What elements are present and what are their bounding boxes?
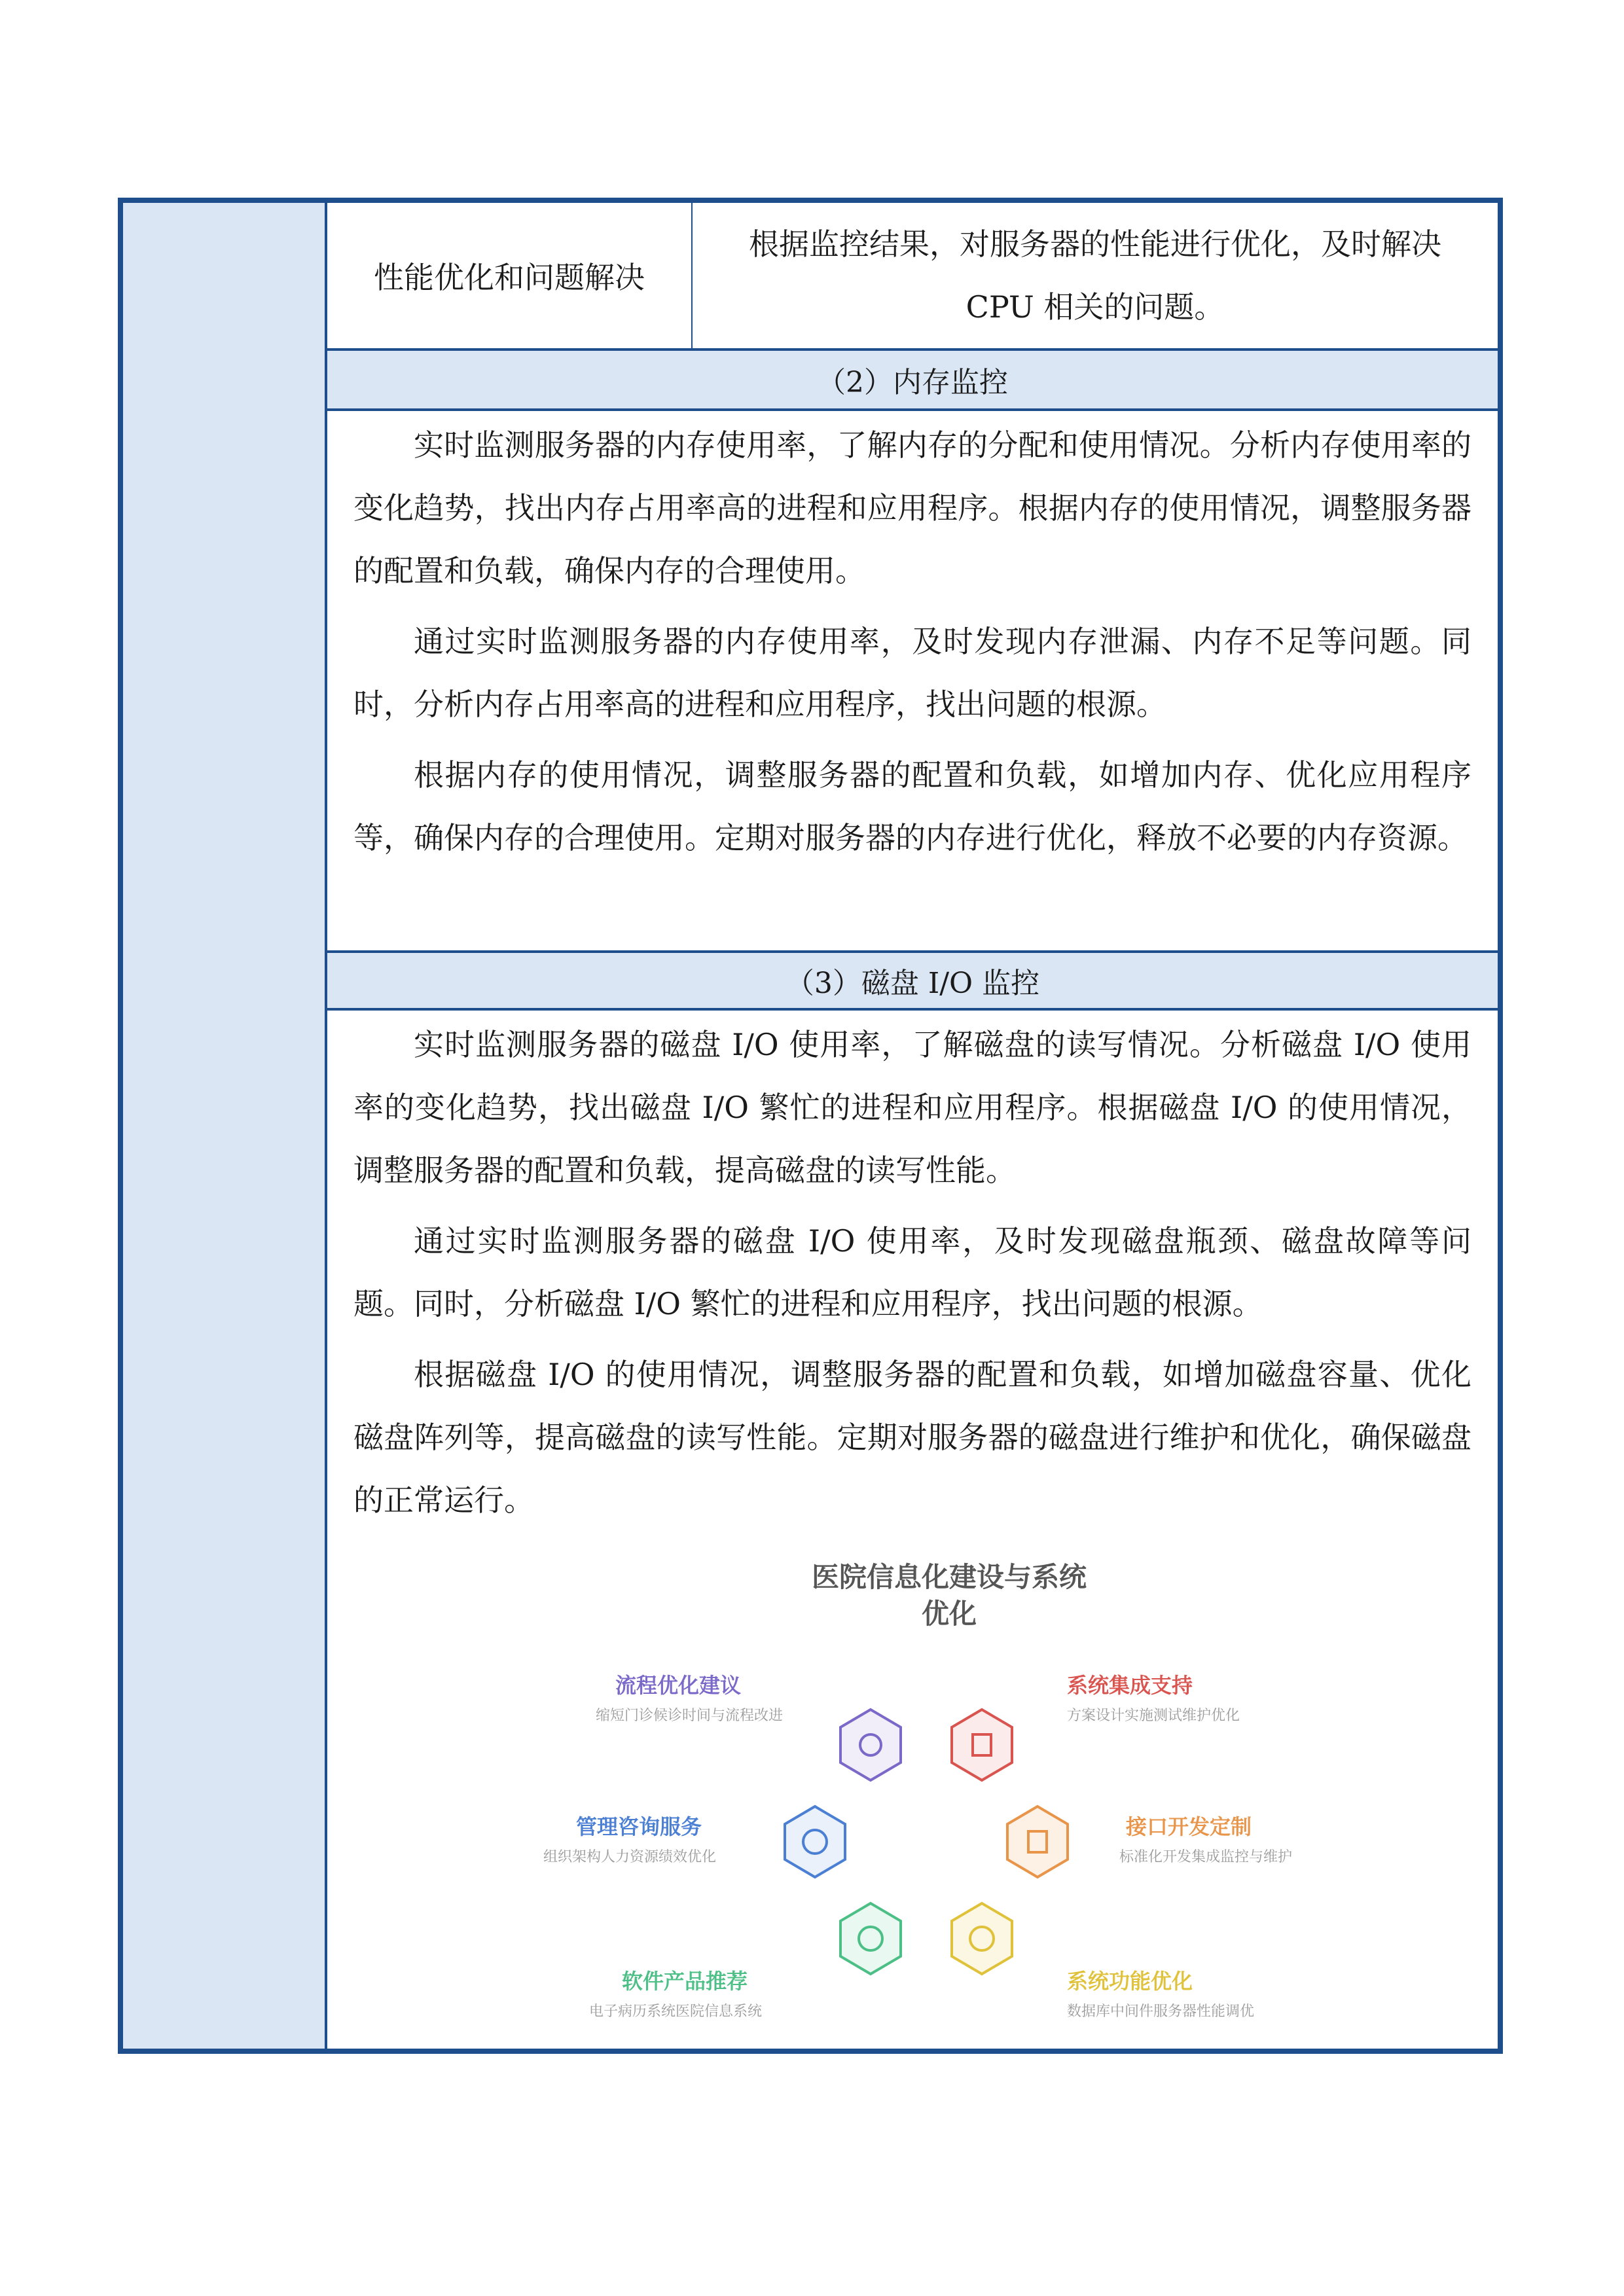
integration-icon [952, 1710, 1012, 1780]
infographic-label: 系统功能优化 [1067, 1969, 1193, 1994]
section-body-memory [353, 414, 1471, 869]
infographic-label: 流程优化建议 [615, 1673, 742, 1698]
software-icon [840, 1903, 901, 1974]
infographic-sublabel: 方案设计实施测试维护优化 [1067, 1708, 1240, 1724]
section-body-disk-io [353, 1013, 1471, 1532]
paragraph: 根据磁盘 I/O 的使用情况，调整服务器的配置和负载，如增加磁盘容量、优化磁盘阵列等，提高磁盘的读写性能。定期对服务器的磁盘进行维护和优化，确保磁盘的正常运行。 [353, 1357, 1471, 1518]
infographic-sublabel: 缩短门诊候诊时间与流程改进 [596, 1708, 784, 1724]
infographic-title-line1: 医院信息化建设与系统 [811, 1561, 1087, 1593]
content-table [118, 198, 1503, 2054]
infographic-sublabel: 数据库中间件服务器性能调优 [1067, 2003, 1255, 2020]
table-row [327, 203, 1498, 351]
infographic [530, 1559, 1368, 2043]
infographic-sublabel: 组织架构人力资源绩效优化 [543, 1849, 717, 1865]
optimize-icon [952, 1903, 1012, 1974]
infographic-label: 系统集成支持 [1067, 1673, 1193, 1698]
left-label-column [123, 203, 327, 2049]
interface-icon [1007, 1806, 1068, 1877]
row-description: 根据监控结果，对服务器的性能进行优化，及时解决CPU 相关的问题。 [749, 226, 1441, 325]
section-heading-memory: （2）内存监控 [327, 351, 1498, 411]
paragraph: 通过实时监测服务器的内存使用率，及时发现内存泄漏、内存不足等问题。同时，分析内存占用率高的进程和应用程序，找出问题的根源。 [353, 624, 1471, 722]
paragraph: 实时监测服务器的内存使用率，了解内存的分配和使用情况。分析内存使用率的变化趋势，找出内存占用率高的进程和应用程序。根据内存的使用情况，调整服务器的配置和负载，确保内存的合理使用。 [353, 427, 1471, 588]
workflow-icon [840, 1710, 901, 1780]
infographic-label: 接口开发定制 [1126, 1814, 1252, 1839]
infographic-label: 软件产品推荐 [622, 1969, 748, 1994]
infographic-sublabel: 电子病历系统医院信息系统 [589, 2003, 763, 2020]
section-heading-disk-io: （3）磁盘 I/O 监控 [327, 950, 1498, 1011]
consulting-icon [785, 1806, 845, 1877]
paragraph: 根据内存的使用情况，调整服务器的配置和负载，如增加内存、优化应用程序等，确保内存的合理使用。定期对服务器的内存进行优化，释放不必要的内存资源。 [353, 757, 1471, 855]
paragraph: 实时监测服务器的磁盘 I/O 使用率，了解磁盘的读写情况。分析磁盘 I/O 使用率的变化趋势，找出磁盘 I/O 繁忙的进程和应用程序。根据磁盘 I/O 的使用情况，调整服务器的配置和负载，提高磁盘的读写性能。 [353, 1027, 1471, 1188]
infographic-title-line2: 优化 [921, 1598, 977, 1630]
row-label: 性能优化和问题解决 [327, 203, 693, 348]
paragraph: 通过实时监测服务器的磁盘 I/O 使用率，及时发现磁盘瓶颈、磁盘故障等问题。同时，分析磁盘 I/O 繁忙的进程和应用程序，找出问题的根源。 [353, 1223, 1471, 1321]
infographic-label: 管理咨询服务 [576, 1814, 702, 1839]
infographic-sublabel: 标准化开发集成监控与维护 [1119, 1849, 1293, 1865]
table-content [327, 203, 1498, 2049]
